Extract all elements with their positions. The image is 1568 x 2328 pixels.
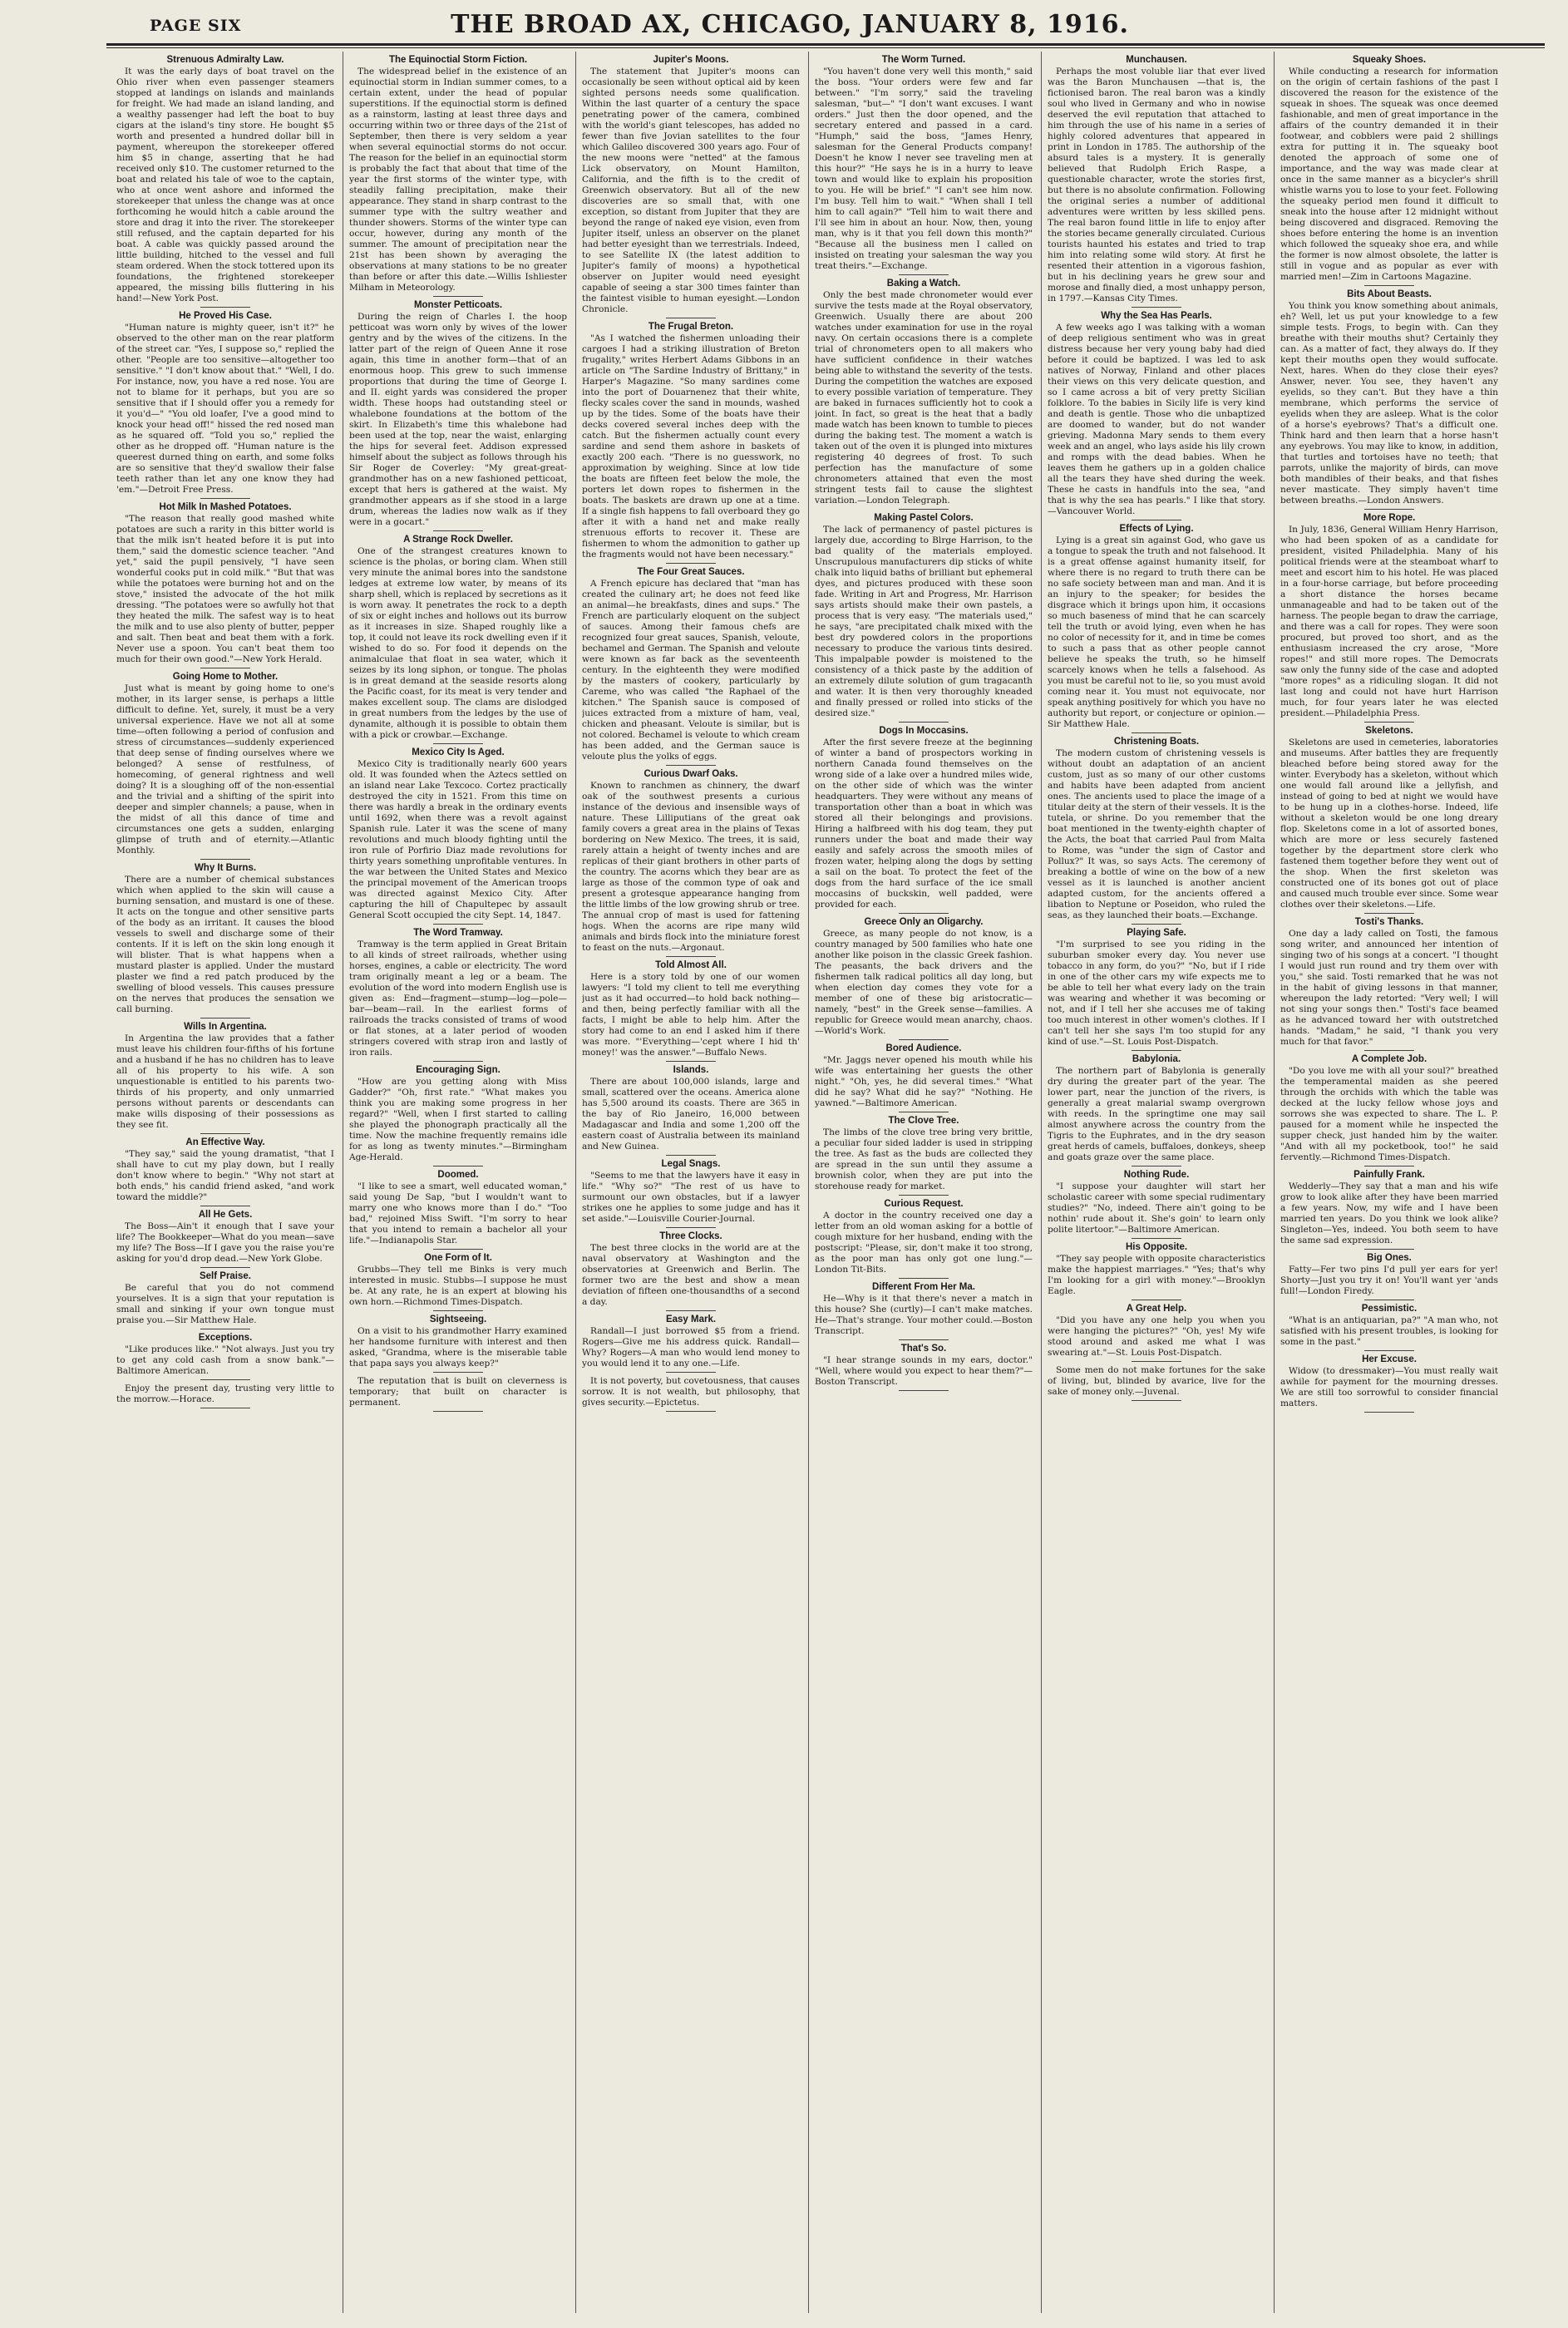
article-separator <box>433 296 483 297</box>
article <box>815 1344 1033 1391</box>
article <box>116 1333 334 1380</box>
article-title: Jupiter's Moons. <box>653 55 729 65</box>
article-title: Skeletons. <box>1365 726 1413 736</box>
article <box>1280 1054 1498 1166</box>
article-separator <box>433 1061 483 1062</box>
article <box>815 726 1033 914</box>
article-body: "They say," said the young dramatist, "that I shall have to cut my play down, but I really don't know where to begin." "Why not start at both ends," his candid friend asked, "and work toward the middle?" <box>116 1149 334 1202</box>
article-separator <box>1364 913 1414 914</box>
column-3 <box>582 52 800 2313</box>
article-separator <box>200 1267 250 1268</box>
article-title: Christening Boats. <box>1113 737 1200 747</box>
article-separator <box>1364 1249 1414 1250</box>
article <box>815 1116 1033 1196</box>
article-title: An Effective Way. <box>185 1137 265 1147</box>
article-body: A doctor in the country received one day a letter from an old woman asking for a bottle of cough mixture for her husband, ending with the postscript: "Please, sir, don't make it too strong, as the poor man has only got one lung."—London Tit-Bits. <box>815 1211 1033 1275</box>
article-body: It was the early days of boat travel on the Ohio river when even passenger steamers stopped at landings on islands and mainlands for freight. We had made an island landing, and a wealthy passenger had left the boat to buy cigars at the island's tiny store. He bought $5 worth and presented a hundred dollar bill in payment, whereupon the storekeeper offered him $5 in change, asserting that he had received only $10. The customer returned to the boat and related his tale of woe to the captain, who at once went ashore and informed the storekeeper that unless the change was at once forthcoming he would hitch a cable around the store and drag it into the river. The storekeeper still refused, and the captain departed for his boat. A cable was quickly passed around the little building, hitched to the vessel and full steam ordered. When the stock tottered upon its foundations, the frightened storekeeper appeared, the missing bills fluttering in his hand!—New York Post. <box>116 67 334 303</box>
article-body: "Do you love me with all your soul?" breathed the temperamental maiden as she peered through the orchids with which the table was decked at the lucky fellow whose joys and sorrows she was expected to share. The L. P. paused for a moment while he inspected the supper check, just handed him by the waiter. "And with all my pocketbook, too!" he said fervently.—Richmond Times-Dispatch. <box>1280 1066 1498 1162</box>
article-body: "As I watched the fishermen unloading their cargoes I had a striking illustration of Breton frugality," writes Herbert Adams Gibbons in an article on "The Sardine Industry of Brittany," in Harper's Magazine. "So many sardines come into the port of Douarnenez that their white, flecky scales cover the sand in mounds, washed up by the tides. Some of the boats have their decks covered several inches deep with the catch. But the fishermen actually count every sardine and send them ashore in baskets of exactly 200 each. "There is no guesswork, no approximation by weighing. Since at low tide the boats are fifteen feet below the mole, the porters let down ropes to fishermen in the boats. The baskets are drawn up one at a time. If a single fish happens to fall overboard they go after it with a hand net and make really strenuous efforts to recover it. These are fishermen to whom the admonition to gather up the fragments would not have been necessary." <box>582 333 800 560</box>
article-separator <box>899 722 949 723</box>
article-title: Sightseeing. <box>429 1314 487 1324</box>
article <box>1280 289 1498 510</box>
article <box>116 502 334 668</box>
article-title: Islands. <box>673 1065 709 1075</box>
article-separator <box>433 1249 483 1250</box>
article <box>582 769 800 957</box>
article <box>1048 55 1265 308</box>
article-title: Strenuous Admiralty Law. <box>166 55 284 65</box>
column-4 <box>815 52 1033 2313</box>
article-body: "What is an antiquarian, pa?" "A man who, not satisfied with his present troubles, is looking for some in the past." <box>1280 1315 1498 1347</box>
article-title: Curious Dwarf Oaks. <box>643 769 738 779</box>
article-body: "I suppose your daughter will start her scholastic career with some special rudimentary studies?" "No, indeed. There ain't going to be nothin' rude about it. She's goin' to learn only polite litertoor."—Baltimore American. <box>1048 1181 1265 1235</box>
article-title: Dogs In Moccasins. <box>879 726 969 736</box>
article-separator <box>666 956 716 957</box>
article-body: Lying is a great sin against God, who gave us a tongue to speak the truth and not falsehood. It is a great offense against humanity itself, for where there is no regard to truth there can be no safe society between man and man. And it is an injury to the speaker; for besides the disgrace which it brings upon him, it occasions so much baseness of mind that he can scarcely tell the truth or avoid lying, even when he has no color of necessity for it, and in time be comes to such a pass that as other people cannot believe he speaks the truth, so he himself scarcely knows when he tells a falsehood. As you must be careful not to lie, so you must avoid coming near it. You must not equivocate, nor speak anything positively for which you have no authority but report, or conjecture or opinion.—Sir Matthew Hale. <box>1048 535 1265 729</box>
article-body: "Mr. Jaggs never opened his mouth while his wife was entertaining her guests the other night." "Oh, yes, he did several times." "What did he say? What did he say?" "Nothing. He yawned."—Baltimore American. <box>815 1055 1033 1108</box>
article <box>349 55 567 297</box>
article-body: It is not poverty, but covetousness, that causes sorrow. It is not wealth, but philosophy, that gives security.—Epictetus. <box>582 1376 800 1408</box>
article-body: "Did you have any one help you when you were hanging the pictures?" "Oh, yes! My wife stood around and asked me what I was swearing at."—St. Louis Post-Dispatch. <box>1048 1315 1265 1358</box>
article-title: Big Ones. <box>1367 1253 1412 1263</box>
article-separator <box>666 1411 716 1412</box>
article-separator <box>899 1339 949 1340</box>
article-title: Why the Sea Has Pearls. <box>1101 311 1212 321</box>
article <box>1280 1253 1498 1300</box>
article-separator <box>1364 1350 1414 1351</box>
article-body: "The reason that really good mashed white potatoes are such a rarity in this bitter world is that the milk isn't heated before it is put into them," said the domestic science teacher. "And yet," said the pupil pensively, "I have seen wonderful cooks put in cold milk." "But that was while the potatoes were burning hot and on the stove," insisted the advocate of the hot milk dressing. "The potatoes were so awfully hot that they heated the milk. The safest way is to heat the milk and to use also plenty of butter, pepper and salt. Then beat and beat them with a fork. Never use a spoon. You can't beat them too much for their own good."—New York Herald. <box>116 514 334 664</box>
article-body: The widespread belief in the existence of an equinoctial storm in Indian summer comes, to a certain extent, under the head of popular superstitions. If the equinoctial storm is defined as a rainstorm, lasting at least three days and occurring within two or three days of the 21st of September, then there is very seldom a year when several equinoctial storms do not occur. The reason for the belief in an equinoctial storm is probably the fact that about that time of the year the first storms of the winter type, with steadily falling precipitation, make their appearance. They stand in sharp contrast to the summer type with the sultry weather and thunder showers. Storms of the winter type can occur, however, during any month of the summer. The amount of precipitation near the 21st has been shown by averaging the observations at many stations to be no greater than before or after this date.—Willis Ishliester Milham in Meteorology. <box>349 67 567 293</box>
page-title: THE BROAD AX, CHICAGO, JANUARY 8, 1916. <box>451 10 1129 39</box>
article-body: Here is a story told by one of our women lawyers: "I told my client to tell me everything just as it had occurred—to hold back nothing—and then, being perfectly familiar with all the facts, I might be able to help him. After the story had come to an end I asked him if there was more. "'Everything—'cept where I hid th' money!' was the answer."—Buffalo News. <box>582 972 800 1058</box>
article-title: Squeaky Shoes. <box>1352 55 1427 65</box>
article <box>1048 1170 1265 1239</box>
article <box>582 1376 800 1412</box>
article-separator <box>666 1372 716 1373</box>
article-separator <box>1132 1400 1181 1401</box>
article-separator <box>200 307 250 308</box>
article-title: Encouraging Sign. <box>416 1065 500 1075</box>
article <box>116 1137 334 1206</box>
article-separator <box>200 859 250 860</box>
column-1 <box>116 52 334 2313</box>
article-body: You think you know something about animals, eh? Well, let us put your knowledge to a few simple tests. Frogs, to begin with. Can they breathe with their mouths shut? Certainly they can. As a matter of fact, they always do. If they kept their mouths open they would suffocate. Next, hares. When do they close their eyes? Answer, never. You see, they haven't any eyelids, so they can't. But they have a thin membrane, which performs the service of eyelids when they are asleep. What is the color of a horse's eyebrows? That's a difficult one. Think hard and then learn that a horse hasn't any eyebrows. You may like to know, in addition, that turtles and tortoises have no teeth; that parrots, unlike the majority of birds, can move both mandibles of their beaks, and that fishes never masticate. They simply haven't time between breaths.—London Answers. <box>1280 301 1498 506</box>
article-body: The best three clocks in the world are at the naval observatory at Washington and the observatories at Greenwich and Berlin. The former two are the best and show a mean deviation of fifteen one-thousandths of a second a day. <box>582 1243 800 1307</box>
article-separator <box>433 743 483 744</box>
article-separator <box>1364 1412 1414 1413</box>
article <box>1280 1170 1498 1250</box>
article-title: Munchausen. <box>1126 55 1187 65</box>
article-body: "I'm surprised to see you riding in the suburban smoker every day. You never use tobacco in any form, do you?" "No, but if I ride in one of the other cars my wife expects me to be able to tell her what every lady on the train was wearing and whether it was becoming or not, and if I tell her she accuses me of taking too much interest in other women's clothes. If I can't tell her she says I'm too stupid for any kind of use."—St. Louis Post-Dispatch. <box>1048 940 1265 1047</box>
article <box>582 1065 800 1156</box>
article <box>582 1231 800 1311</box>
article-separator <box>899 509 949 510</box>
article-separator <box>1132 924 1181 925</box>
article-title: Self Praise. <box>199 1271 251 1281</box>
article-title: The Clove Tree. <box>888 1116 959 1126</box>
article-separator <box>899 1390 949 1391</box>
header-rule-thin <box>106 47 1545 48</box>
article-separator <box>433 924 483 925</box>
page-label: PAGE SIX <box>150 17 242 35</box>
article-body: Just what is meant by going home to one's mother, in its larger sense, is perhaps a little difficult to define. Yet, surely, it must be a very universal experience. Have we not all at some time—often following a period of confusion and stress of circumstances—suddenly experienced that deep sense of finding ourselves where we belonged? A sense of restfulness, of homecoming, of general rightness and well doing? It is a sloughing off of the non-essential and the trivial and a shifting of the spirit into deeper and simpler channels; a pause, when in the midst of all this dance of time and circumstances one gets a sudden, enlarging glimpse of truth and of eternity.—Atlantic Monthly. <box>116 683 334 856</box>
article-title: Monster Petticoats. <box>413 300 503 310</box>
article-separator <box>1364 722 1414 723</box>
article-body: "I hear strange sounds in my ears, doctor." "Well, where would you expect to hear them?"—Boston Transcript. <box>815 1355 1033 1387</box>
article-title: Tosti's Thanks. <box>1354 917 1424 927</box>
article-body: "You haven't done very well this month," said the boss. "Your orders were few and far between." "I'm sorry," said the traveling salesman, "but—" "I don't want excuses. I want orders." Just then the door opened, and the secretary entered and passed in a card. "Humph," said the boss, "James Henry, salesman for the General Products company! Doesn't he know I never see traveling men at this hour?" "He says he is in a hurry to leave town and would like to explain his proposition to you. He will be brief." "I can't see him now. I'm busy. Tell him to wait." "When shall I tell him to call again?" "Tell him to wait there and I'll see him in about an hour. Now, then, young man, why is it that you fell down this month?" "Because all the business men I called on insisted on treating your salesman the way you treat theirs."—Exchange. <box>815 67 1033 271</box>
article-title: Bits About Beasts. <box>1347 289 1432 299</box>
article <box>1048 1054 1265 1166</box>
article <box>349 747 567 925</box>
article-body: The northern part of Babylonia is generally dry during the greater part of the year. The lower part, near the junction of the rivers, is generally a great malarial swamp overgrown with reeds. In the springtime one may sail almost anywhere across the country from the Tigris to the Euphrates, and in the dry season great herds of camels, buffaloes, donkeys, sheep and goats graze over the same place. <box>1048 1066 1265 1162</box>
article-body: A few weeks ago I was talking with a woman of deep religious sentiment who was in great distress because her very young baby had died before it could be baptized. I was led to ask natives of Norway, Finland and other places their views on this very delicate question, and so I came across a bit of very pretty Sicilian folklore. To the babies in Sicily life is very kind and death is gentle. Those who die unbaptized are doomed to wander, but do not wander grieving. Madonna Mary sends to them every week and an angel, who lays aside his lily crown and romps with the dead babies. When he leaves them he gathers up in a golden chalice all the tears they have shed during the week. These he casts in handfuls into the sea, "and that is why the sea has pearls." I like that story.—Vancouver World. <box>1048 323 1265 516</box>
article-separator <box>433 1411 483 1412</box>
article <box>815 513 1033 723</box>
article-title: Babylonia. <box>1132 1054 1181 1064</box>
article-body: "How are you getting along with Miss Gadder?" "Oh, first rate." "What makes you think you are making some progress in her regard?" "Well, when I first started to calling she played the phonograph practically all the time. Now the machine frequently remains idle for as long as twenty minutes."—Birmingham Age-Herald. <box>349 1077 567 1162</box>
article-separator <box>899 1039 949 1040</box>
article-body: Tramway is the term applied in Great Britain to all kinds of street railroads, whether using horses, engines, a cable or electricity. The word tram originally meant a leg or a beam. The evolution of the word into modern English use is given as: End—fragment—stump—log—pole—bar—beam—rail. In the earliest forms of railroads the tracks consisted of trams of wood or flat stones, at a later period of wooden stringers covered with strap iron and lastly of iron rails. <box>349 940 567 1058</box>
article-separator <box>666 765 716 766</box>
article-body: In Argentina the law provides that a father must leave his children four-fifths of his fortune and a husband if he has no children has to leave all of his property to his wife. A son unquestionable is entitled to his parents two-thirds of his property, and only unmarried persons without parents or descendants can make wills disposing of their possessions as they see fit. <box>116 1033 334 1130</box>
article-body: In July, 1836, General William Henry Harrison, who had been spoken of as a candidate for president, visited Philadelphia. Many of his political friends were at the steamboat wharf to meet and escort him to his hotel. He was placed in a four-horse carriage, but before proceeding a short distance the horses became unmanageable and had to be taken out of the harness. The people began to draw the carriage, and there was a call for ropes. They were soon procured, but proved too short, and as the enthusiasm increased the cry arose, "More ropes!" and still more ropes. The Democrats saw only the funny side of the case and adopted "more ropes" as a ridiculing slogan. It did not last long and could not have hurt Harrison much, for four years later he was elected president.—Philadelphia Press. <box>1280 525 1498 718</box>
column-2 <box>349 52 567 2313</box>
article-title: Effects of Lying. <box>1119 524 1194 534</box>
article-body: Wedderly—They say that a man and his wife grow to look alike after they have been married a few years. Now, my wife and I have been married ten years. Do you think we look alike? Singleton—Yes, indeed. You both seem to have the same sad expression. <box>1280 1181 1498 1245</box>
article-title: Making Pastel Colors. <box>874 513 974 523</box>
article-title: Wills In Argentina. <box>184 1022 267 1032</box>
article-title: The Word Tramway. <box>413 928 503 938</box>
columns-container <box>110 52 1540 2313</box>
article-separator <box>200 1379 250 1380</box>
article-separator <box>1132 307 1181 308</box>
article <box>1280 726 1498 914</box>
article <box>582 322 800 564</box>
article-title: A Complete Job. <box>1351 1054 1427 1064</box>
header-rule <box>106 43 1545 46</box>
article-body: On a visit to his grandmother Harry examined her handsome furniture with interest and then asked, "Grandma, where is the miserable table that papa says you always keep?" <box>349 1326 567 1369</box>
article <box>1048 1304 1265 1362</box>
article <box>582 1159 800 1228</box>
article-body: Randall—I just borrowed $5 from a friend. Rogers—Give me his address quick. Randall—Why? Rogers—A man who would lend money to you would lend it to any one.—Life. <box>582 1326 800 1369</box>
article-separator <box>899 1278 949 1279</box>
article-title: The Worm Turned. <box>881 55 966 65</box>
article-title: Nothing Rude. <box>1123 1170 1190 1180</box>
article-separator <box>433 530 483 531</box>
article-title: A Great Help. <box>1126 1304 1187 1314</box>
article-title: Her Excuse. <box>1362 1354 1417 1364</box>
article <box>349 1253 567 1311</box>
article <box>1048 1242 1265 1300</box>
article-title: Easy Mark. <box>665 1314 717 1324</box>
article-body: One of the strangest creatures known to science is the pholas, or boring clam. When still very minute the animal bores into the sandstone ledges at extreme low water, by means of its sharp shell, which is replaced by secretions as it is worn away. It penetrates the rock to a depth of six or eight inches and hollows out its burrow as it increases in size. Shaped roughly like a top, it could not leave its rock dwelling even if it wished to do so. For food it depends on the animalculae that float in sea water, which it seizes by its long siphon, or tongue. The pholas is in great demand at the seaside resorts along the Pacific coast, for its meat is very tender and makes excellent soup. The clams are dislodged in great numbers from the ledges by the use of dynamite, although it is possible to obtain them with a pick or crowbar.—Exchange. <box>349 546 567 740</box>
article <box>1048 737 1265 925</box>
article-body: "Like produces like." "Not always. Just you try to get any cold cash from a snow bank."—Baltimore American. <box>116 1344 334 1376</box>
article-body: Enjoy the present day, trusting very little to the morrow.—Horace. <box>116 1383 334 1404</box>
article <box>116 863 334 1018</box>
article-title: Different From Her Ma. <box>872 1282 975 1292</box>
article-body: Some men do not make fortunes for the sake of living, but, blinded by avarice, live for the sake of money only.—Juvenal. <box>1048 1365 1265 1397</box>
article-body: There are about 100,000 islands, large and small, scattered over the oceans. America alone has 5,500 around its coasts. There are 365 in the bay of Rio Janeiro, 16,000 between Madagascar and India and some 1,200 off the eastern coast of Australia between its mainland and New Guinea. <box>582 1077 800 1152</box>
article-body: While conducting a research for information on the origin of certain fashions of the past I discovered the reason for the existence of the squeak in shoes. The squeak was once deemed fashionable, and men of great importance in the affairs of the country demanded it in their footwear, and cobblers were paid 2 shillings extra for putting it in. The squeaky boot denoted the approach of some one of importance, and the way was made clear at once in the same manner as a bicycler's shrill whistle warns you to lose to your feet. Following the squeaky period men found it difficult to sneak into the house after 12 midnight without being discovered and disgraced. Removing the shoes before entering the home is an invention which followed the squeaky shoe era, and while the former is now almost obsolete, the latter is still in vogue and as popular as ever with married men!—Zim in Cartoons Magazine. <box>1280 67 1498 282</box>
article <box>582 567 800 766</box>
article-body: Only the best made chronometer would ever survive the tests made at the Royal observatory, Greenwich. Usually there are about 200 watches under examination for use in the royal navy. On certain occasions there is a complete trial of chronometers open to all makers who have sufficient confidence in their watches being able to withstand the severity of the tests. During the competition the watches are exposed to every possible variation of temperature. They are baked in furnaces sufficiently hot to cook a joint. In fact, so great is the heat that a badly made watch has been known to tumble to pieces during the baking test. The moment a watch is taken out of the oven it is plunged into mixtures registering 40 degrees of frost. To such perfection has the manufacture of some chronometers attained that even the most stringent tests fail to cause the slightest variation.—London Telegraph. <box>815 290 1033 506</box>
article <box>1280 917 1498 1051</box>
article <box>349 928 567 1062</box>
article-body: During the reign of Charles I. the hoop petticoat was worn only by wives of the lower gentry and by the wives of the citizens. In the latter part of the reign of Queen Anne it rose again, this time in another form—that of an enormous hoop. This grew to such immense proportions that during the time of George I. and II. eight yards was considered the proper width. These hoops had outstanding steel or whalebone foundations at the bottom of the skirt. In Elizabeth's time this whalebone had been used at the top, near the waist, enlarging the hips for several feet. Addison expressed himself about the subject as follows through his Sir Roger de Coverley: "My great-great-grandmother has on a new fashioned petticoat, except that hers is gathered at the waist. My grandmother appears as if she stood in a large drum, whereas the ladies now walk as if they were in a gocart." <box>349 312 567 527</box>
article <box>1048 311 1265 520</box>
masthead <box>50 10 1530 43</box>
article-separator <box>666 1061 716 1062</box>
article-separator <box>1132 1050 1181 1051</box>
article <box>582 960 800 1062</box>
article-title: That's So. <box>900 1344 947 1354</box>
article <box>349 1314 567 1373</box>
article-title: Baking a Watch. <box>886 279 961 289</box>
article <box>349 1170 567 1250</box>
article-title: Legal Snags. <box>661 1159 721 1169</box>
article <box>1048 928 1265 1051</box>
article <box>116 672 334 860</box>
article-title: Greece Only an Oligarchy. <box>864 917 984 927</box>
article-title: Pessimistic. <box>1361 1304 1418 1314</box>
article <box>1280 1354 1498 1413</box>
article-body: Fatty—Fer two pins I'd pull yer ears for yer! Shorty—Just you try it on! You'll want yer 'ands full!—London Firedy. <box>1280 1265 1498 1296</box>
article <box>349 1065 567 1166</box>
article-separator <box>200 498 250 499</box>
article <box>815 279 1033 510</box>
article-separator <box>666 1227 716 1228</box>
article-separator <box>899 913 949 914</box>
article <box>1048 1365 1265 1401</box>
article-separator <box>1364 285 1414 286</box>
article-body: He—Why is it that there's never a match in this house? She (curtly)—I can't make matches. He—That's strange. Your mother could.—Boston Transcript. <box>815 1294 1033 1336</box>
article <box>116 311 334 499</box>
article <box>349 300 567 531</box>
article-body: The limbs of the clove tree bring very brittle, a peculiar four sided ladder is used in stripping the tree. As fast as the buds are collected they are spread in the sun until they assume a brownish color, when they are put into the storehouse ready for market. <box>815 1127 1033 1191</box>
article <box>116 55 334 308</box>
article-separator <box>899 1195 949 1196</box>
column-5 <box>1048 52 1265 2313</box>
article-body: Greece, as many people do not know, is a country managed by 500 families who hate one another like poison in the classic Greek fashion. The peasants, the back drivers and the fishermen talk radical politics all day long, but when election day comes they vote for a member of one of these big aristocratic—namely, "best" in the Greek sense—families. A republic for Greece would mean anarchy, chaos.—World's Work. <box>815 929 1033 1036</box>
article-separator <box>200 1133 250 1134</box>
article-body: "They say people with opposite characteristics make the happiest marriages." "Yes; that's why I'm looking for a girl with money."—Brooklyn Eagle. <box>1048 1254 1265 1296</box>
article-title: Exceptions. <box>198 1333 253 1343</box>
article-separator <box>666 1310 716 1311</box>
article <box>815 1043 1033 1112</box>
article-body: "Seems to me that the lawyers have it easy in life." "Why so?" "The rest of us have to surmount our own obstacles, but if a lawyer strikes one he applies to some judge and has it set aside."—Louisville Courier-Journal. <box>582 1171 800 1224</box>
article-body: Be careful that you do not commend yourselves. It is a sign that your reputation is small and sinking if your own tongue must praise you.—Sir Matthew Hale. <box>116 1283 334 1325</box>
article-title: Going Home to Mother. <box>172 672 279 682</box>
article-body: "Human nature is mighty queer, isn't it?" he observed to the other man on the rear platform of the street car. "Yes, I suppose so," replied the other. "People are too sensitive—altogether too sensitive." "I don't know about that." "Well, I do. For instance, now, you have a red nose. You are not to blame for it perhaps, but you are so sensitive that if I should offer you a remedy for it you'd—" "You old loafer, I've a good mind to knock your head off!" hissed the red nosed man as he squared off. "Told you so," replied the other as he dropped off. "Human nature is the queerest durned thing on earth, and some folks are so sensitive that they'd swallow their false teeth rather than let any one know they had 'em."—Detroit Free Press. <box>116 323 334 495</box>
article <box>116 1383 334 1408</box>
article-separator <box>1132 732 1181 733</box>
article-title: Playing Safe. <box>1127 928 1186 938</box>
column-rule <box>1274 52 1275 2313</box>
article-title: The Frugal Breton. <box>648 322 734 332</box>
article-separator <box>433 1372 483 1373</box>
article-separator <box>1132 1361 1181 1362</box>
article-body: Widow (to dressmaker)—You must really wait awhile for payment for the mourning dresses. We are still too sorrowful to consider financial matters. <box>1280 1366 1498 1408</box>
article-body: After the first severe freeze at the beginning of winter a band of prospectors working in northern Canada found themselves on the wrong side of a lake over a hundred miles wide, on the other side of which was the winter headquarters. They were without any means of transportation other than a boat in which was stored all their belongings and provisions. Hiring a halfbreed with his dog team, they put runners under the boat and made their way easily and safely across the smooth miles of frozen water, helping along the dogs by setting a sail on the boat. To protect the feet of the dogs from the hard surface of the ice small moccasins of buckskin, well padded, were provided for each. <box>815 737 1033 910</box>
column-rule <box>1041 52 1042 2313</box>
article <box>815 917 1033 1040</box>
article <box>1280 513 1498 723</box>
column-rule <box>575 52 576 2313</box>
article-body: The lack of permanency of pastel pictures is largely due, according to Blrge Harrison, to the bad quality of the materials employed. Unscrupulous manufacturers dip sticks of white chalk into liquid baths of brilliant but ephemeral dyes, and pictures produced with these soon fade. Writing in Art and Progress, Mr. Harrison says artists should make their own pastels, a process that is very easy. "The materials used," he says, "are precipitated chalk mixed with the best dry powdered colors in the proportions necessary to produce the various tints desired. This impalpable powder is moistened to the consistency of a thick paste by the addition of an extremely dilute solution of gum tragacanth and water. It is then very thoroughly kneaded and finally pressed or rolled into sticks of the desired size." <box>815 525 1033 718</box>
article <box>582 1314 800 1373</box>
article-title: Hot Milk In Mashed Potatoes. <box>159 502 292 512</box>
article <box>815 1199 1033 1279</box>
article-body: A French epicure has declared that "man has created the culinary art; he does not feed like an animal—he breakfasts, dines and sups." The French are particularly eloquent on the subject of sauces. Among their famous chefs are recognized four great sauces, Spanish, veloute, bechamel and German. The Spanish and veloute were known as far back as the seventeenth century. In the eighteenth they were modified by the masters of cookery, particularly by Careme, who was called "the Raphael of the kitchen." The Spanish sauce is composed of juices extracted from a mixture of ham, veal, chicken and pheasant. Veloute is similar, but is not colored. Bechamel is veloute to which cream has been added, and the German sauce is veloute plus the yolks of eggs. <box>582 579 800 762</box>
column-6 <box>1280 52 1498 2313</box>
article-title: A Strange Rock Dweller. <box>403 535 513 545</box>
article-body: The Boss—Ain't it enough that I save your life? The Bookkeeper—What do you mean—save my life? The Boss—If I gave you the raise you're asking for you'd drop dead.—New York Globe. <box>116 1221 334 1264</box>
article <box>1048 524 1265 733</box>
article <box>1280 1304 1498 1351</box>
article-title: He Proved His Case. <box>179 311 272 321</box>
article-body: Perhaps the most voluble liar that ever lived was the Baron Munchausen —that is, the fictionised baron. The real baron was a kindly soul who lived in Germany and who in nowise deserved the evil reputation that attached to him through the use of his name in a series of highly colored adventures that appeared in print in London in 1785. The authorship of the absurd tales is a mystery. It is generally believed that Rudolph Erich Raspe, a questionable character, wrote the stories first, but there is no absolute confirmation. Following the original series a number of additional adventures were written by less skilled pens. The real baron found little in life to enjoy after the stories became generally circulated. Curious tourists haunted his estates and tried to trap him into relating some wild story. At first he resented their attention in a vigorous fashion, but in his declining years he grew sour and morose and finally died, a most unhappy person, in 1797.—Kansas City Times. <box>1048 67 1265 303</box>
article-body: There are a number of chemical substances which when applied to the skin will cause a burning sensation, and mustard is one of these. It acts on the tongue and other sensitive parts of the body as an irritant. It causes the blood vessels to swell and discharge some of their contents. If it is left on the skin long enough it will blister. That is what happens when a mustard plaster is applied. Under the mustard plaster we find a red patch produced by the swelling of blood vessels. This causes pressure on the nerves that produces the sensation we call burning. <box>116 875 334 1014</box>
article-body: "I like to see a smart, well educated woman," said young De Sap, "but I wouldn't want to marry one who knows more than I do." "Too bad," rejoined Miss Swift. "I'm sorry to hear that you intend to remain a bachelor all your life."—Indianapolis Star. <box>349 1181 567 1245</box>
article <box>582 55 800 318</box>
article-title: Bored Audience. <box>885 1043 962 1053</box>
article-title: Curious Request. <box>884 1199 964 1209</box>
article-body: Mexico City is traditionally nearly 600 years old. It was founded when the Aztecs settled on an island near Lake Texcoco. Cortez practically destroyed the city in 1521. From this time on there was hardly a break in the ordinary events until 1692, when there was a revolt against Spanish rule. Later it was the scene of many revolutions and much bloody fighting until the iron rule of Porfirio Diaz made revolutions for thirty years something unprofitable ventures. In the war between the United States and Mexico the principal movement of the American troops was directed against Mexico City. After capturing the hill of Chapultepec by assault General Scott occupied the city Sept. 14, 1847. <box>349 759 567 920</box>
article <box>815 1282 1033 1340</box>
article <box>815 55 1033 275</box>
article-separator <box>1132 1238 1181 1239</box>
article-title: Why It Burns. <box>194 863 257 873</box>
article <box>1280 55 1498 286</box>
article-body: Known to ranchmen as chinnery, the dwarf oak of the southwest presents a curious instance of the devious and insensible ways of nature. These Lilliputians of the great oak family covers a great area in the plains of Texas bordering on New Mexico. The trees, it is said, rarely attain a height of twenty inches and are replicas of their giant brothers in other parts of the country. The acorns which they bear are as large as those of the common type of oak and present a grotesque appearance hanging from the little limbs of the low growing shrub or tree. The annual crop of mast is used for fattening hogs. When the acorns are ripe many wild animals and birds flock into the miniature forest to feast on the nuts.—Argonaut. <box>582 781 800 953</box>
article-title: One Form of It. <box>424 1253 492 1263</box>
article-body: Skeletons are used in cemeteries, laboratories and museums. After battles they are frequently bleached before being stored away for the winter. Everybody has a skeleton, without which one would fall around like a jellyfish, and instead of going to bed at night we would have to be hung up in a clothes-horse. Indeed, life without a skeleton would be one long dreary flop. Skeletons come in a lot of assorted bones, which are more or less securely fastened together by the department store clerk who fastened them together before they went out of the shop. When the first skeleton was constructed one of its bones got out of place and caused much trouble ever since. Some wear clothes over their skeletons.—Life. <box>1280 737 1498 910</box>
article <box>116 1271 334 1329</box>
article-title: Doomed. <box>437 1170 479 1180</box>
article-title: Told Almost All. <box>655 960 727 970</box>
article-title: Three Clocks. <box>659 1231 722 1241</box>
article-separator <box>899 274 949 275</box>
article-separator <box>1364 509 1414 510</box>
article-title: Mexico City Is Aged. <box>412 747 505 757</box>
article-separator <box>666 563 716 564</box>
article-separator <box>1364 1050 1414 1051</box>
article-body: The reputation that is built on cleverness is temporary; that built on character is permanent. <box>349 1376 567 1408</box>
article-separator <box>433 1310 483 1311</box>
article-title: All He Gets. <box>198 1210 253 1220</box>
article-body: One day a lady called on Tosti, the famous song writer, and announced her intention of singing two of his songs at a concert. "I thought I would just run round and try them over with you," she said. Tosti remarked that he was not in the habit of giving lessons in that manner, whereupon the lady retorted: "Very well; I will not sing your songs then." Tosti's face beamed as he advanced toward her with outstretched hands. "Madam," he said, "I thank you very much for that favor." <box>1280 929 1498 1047</box>
article-separator <box>666 1155 716 1156</box>
article <box>116 1210 334 1268</box>
article-body: Grubbs—They tell me Binks is very much interested in music. Stubbs—I suppose he must be. At any rate, he is an expert at blowing his own horn.—Richmond Times-Dispatch. <box>349 1265 567 1307</box>
article-body: The statement that Jupiter's moons can occasionally be seen without optical aid by keen sighted persons needs some qualification. Within the last quarter of a century the space penetrating power of the camera, combined with the world's giant telescopes, has added no fewer than five Jovian satellites to the four which Galileo discovered 300 years ago. Four of the new moons were "netted" at the famous Lick observatory, on Mount Hamilton, California, and the fifth is to the credit of Greenwich observatory. But all of the new discoveries are so small that, with one exception, so distant from Jupiter that they are beyond the range of naked eye vision, even from Jupiter itself, unless an observer on the planet had better eyesight than we terrestrials. Indeed, to see Satellite IX (the latest addition to Jupiter's family of moons) a hypothetical observer on Jupiter would need eyesight capable of seeing a star 300 times fainter than the faintest visible to human eyesight.—London Chronicle. <box>582 67 800 314</box>
article-title: His Opposite. <box>1125 1242 1188 1252</box>
article-title: More Rope. <box>1363 513 1416 523</box>
article-body: The modern custom of christening vessels is without doubt an adaptation of an ancient custom, just as so many of our other customs and habits have been adapted from ancient ones. The ancients used to place the image of a titular deity at the stern of their vessels. It is the tutela, or shrine. Do you remember that the boat mentioned in the twenty-eighth chapter of the Acts, the boat that carried Paul from Malta to Rome, was "under the sign of Castor and Pollux?" It was, so says Acts. The ceremony of breaking a bottle of wine on the bow of a new vessel as it is launched is another ancient adapted custom, for the ancients offered a libation to Neptune or Poseidon, who ruled the seas, as they launched their boats.—Exchange. <box>1048 748 1265 920</box>
article-title: Painfully Frank. <box>1354 1170 1425 1180</box>
article <box>349 535 567 744</box>
article-title: The Equinoctial Storm Fiction. <box>388 55 528 65</box>
article-title: The Four Great Sauces. <box>637 567 745 577</box>
column-rule <box>808 52 809 2313</box>
article <box>116 1022 334 1134</box>
article <box>349 1376 567 1412</box>
